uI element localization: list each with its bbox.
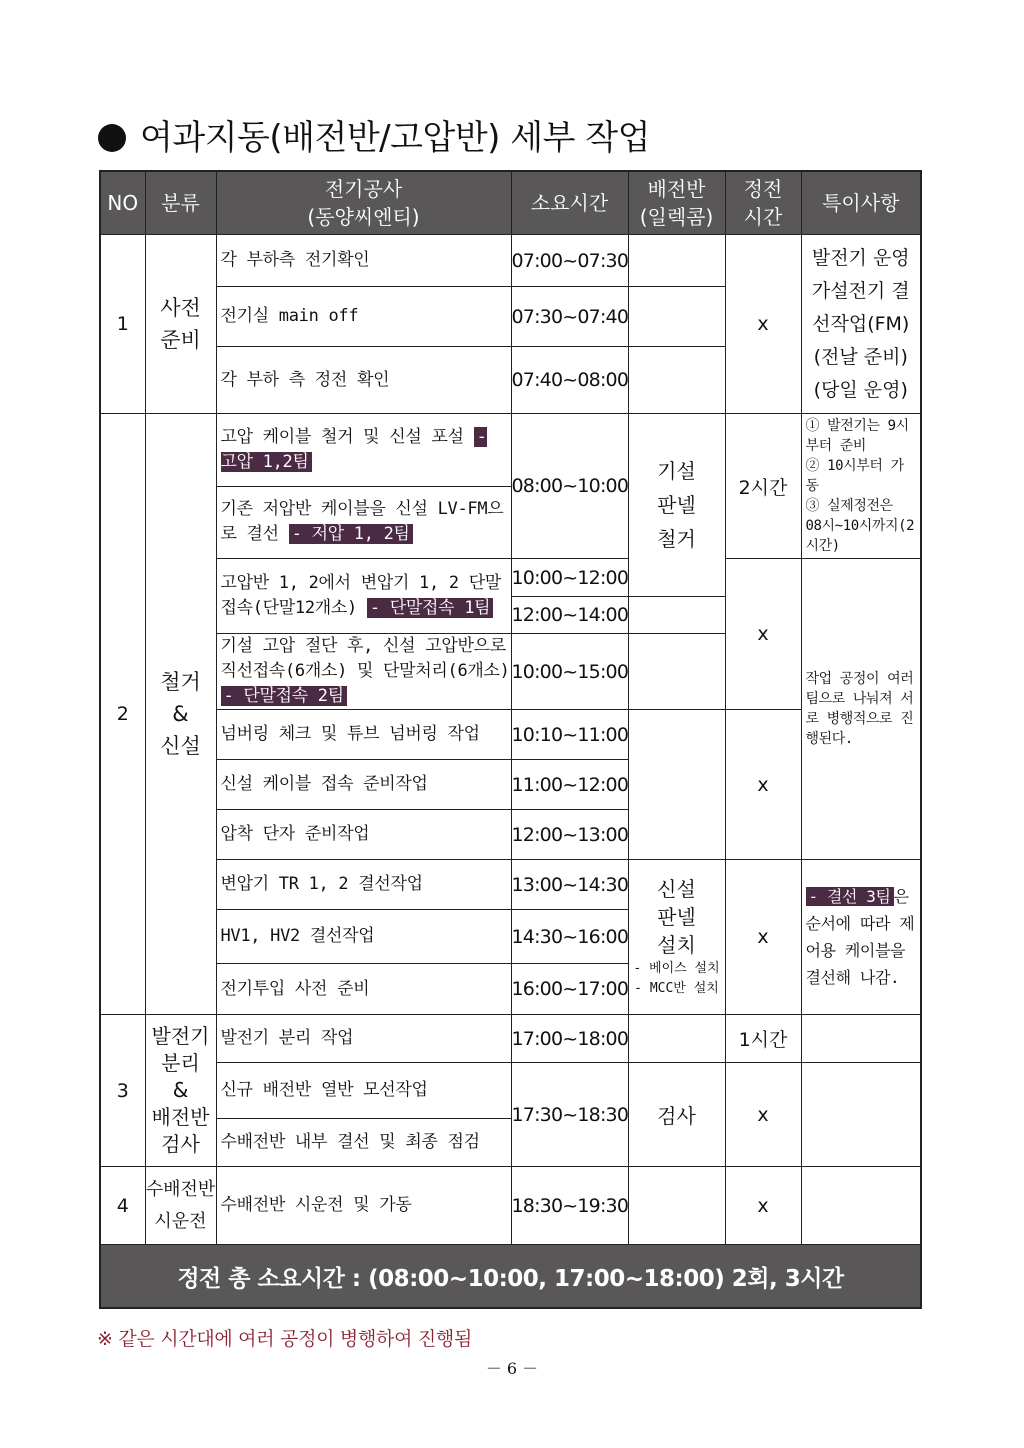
- remarks-cell: [801, 414, 921, 559]
- category-line: 검사: [161, 1132, 200, 1156]
- header-row: [100, 171, 921, 235]
- remark-text: 은 순서에 따라 제어용 케이블을 결선해 나감.: [805, 887, 915, 987]
- task-text: 기존 저압반 케이블을 신설 LV-FM으로 결선: [220, 499, 504, 545]
- task-cell: 신설 케이블 접속 준비작업: [216, 760, 511, 810]
- task-cell: 수배전반 시운전 및 가동: [216, 1167, 511, 1245]
- panel-cell: [628, 347, 725, 414]
- task-cell: [216, 486, 511, 559]
- category-line: 배전반: [151, 1105, 210, 1129]
- team-tag: - 결선 3팀: [806, 887, 894, 906]
- time-cell: 10:00~12:00: [511, 559, 628, 597]
- task-cell: 발전기 분리 작업: [216, 1015, 511, 1063]
- task-cell: 전기실 main off: [216, 287, 511, 347]
- outage-cell: 1시간: [725, 1015, 801, 1063]
- table-row: [100, 1063, 921, 1119]
- category-line: 시운전: [154, 1210, 207, 1232]
- panel-line: 기설: [657, 459, 696, 483]
- header-panel-line2: (일렉콤): [639, 205, 714, 229]
- panel-cell: [628, 287, 725, 347]
- header-duration: 소요시간: [511, 171, 628, 235]
- time-cell: 10:00~15:00: [511, 634, 628, 710]
- panel-line: 판넬: [657, 493, 696, 517]
- panel-sub-line: - MCC반 설치: [634, 981, 719, 996]
- panel-cell: [628, 710, 725, 860]
- time-cell: 10:10~11:00: [511, 710, 628, 760]
- time-cell: 07:00~07:30: [511, 235, 628, 287]
- panel-install-cell: [628, 860, 725, 1015]
- remarks-cell: 작업 공정이 여러 팀으로 나눠져 서로 병행적으로 진행된다.: [801, 559, 921, 860]
- time-cell: 16:00~17:00: [511, 964, 628, 1015]
- task-text: 고압 케이블 철거 및 신설 포설: [220, 426, 474, 447]
- page-number: － 6 －: [485, 1359, 539, 1378]
- group-category: [145, 1015, 216, 1167]
- task-cell: 신규 배전반 열반 모선작업: [216, 1063, 511, 1119]
- category-line: 분리: [161, 1051, 200, 1075]
- group-category: [145, 414, 216, 1015]
- panel-sub-line: - 베이스 설치: [633, 961, 720, 976]
- header-work-line1: 전기공사: [324, 177, 403, 201]
- time-cell: 12:00~13:00: [511, 810, 628, 860]
- outage-cell: x: [725, 1063, 801, 1167]
- time-cell: 13:00~14:30: [511, 860, 628, 910]
- panel-line: 신설: [657, 877, 696, 901]
- category-line: 사전: [160, 296, 201, 320]
- remark-line: 가설전기 결: [811, 279, 910, 302]
- work-schedule-table: [99, 170, 922, 1309]
- time-cell: 14:30~16:00: [511, 910, 628, 964]
- remark-line: (전날 준비): [813, 345, 908, 368]
- group-no: 4: [100, 1167, 145, 1245]
- table-row: [100, 1015, 921, 1063]
- remarks-cell: [801, 1063, 921, 1167]
- table-row: [100, 1167, 921, 1245]
- time-cell: 08:00~10:00: [511, 414, 628, 559]
- category-line: &: [172, 702, 189, 726]
- header-panel: [628, 171, 725, 235]
- time-cell: 07:30~07:40: [511, 287, 628, 347]
- panel-line: 설치: [657, 933, 696, 957]
- panel-remove-cell: [628, 414, 725, 597]
- time-cell: 18:30~19:30: [511, 1167, 628, 1245]
- outage-cell: 2시간: [725, 414, 801, 559]
- header-category: 분류: [145, 171, 216, 235]
- task-cell: [216, 414, 511, 487]
- panel-cell: [628, 235, 725, 287]
- category-line: 철거: [160, 670, 201, 694]
- panel-cell: [628, 597, 725, 634]
- header-no: NO: [100, 171, 145, 235]
- category-line: 발전기: [151, 1024, 210, 1048]
- outage-cell: x: [725, 710, 801, 860]
- outage-cell: x: [725, 235, 801, 414]
- team-tag: - 단말접속 2팀: [221, 686, 347, 706]
- category-line: 수배전반: [145, 1178, 216, 1200]
- total-row: [100, 1245, 921, 1309]
- total-outage-summary: 정전 총 소요시간 : (08:00~10:00, 17:00~18:00) 2회, 3시간: [100, 1245, 921, 1309]
- category-line: 신설: [160, 734, 201, 758]
- header-outage: [725, 171, 801, 235]
- task-cell: 전기투입 사전 준비: [216, 964, 511, 1015]
- remark-line: ③ 실제정전은 08시~10시까지(2시간): [805, 498, 915, 554]
- task-cell: 각 부하측 전기확인: [216, 235, 511, 287]
- panel-cell: [628, 1015, 725, 1063]
- page-title-text: 여과지동(배전반/고압반) 세부 작업: [140, 118, 650, 158]
- header-panel-line1: 배전반: [647, 177, 706, 201]
- panel-cell: [628, 634, 725, 710]
- task-cell: 각 부하 측 정전 확인: [216, 347, 511, 414]
- header-remarks: 특이사항: [801, 171, 921, 235]
- table-row: [100, 860, 921, 910]
- task-cell: 압착 단자 준비작업: [216, 810, 511, 860]
- header-outage-line1: 정전: [743, 177, 783, 201]
- task-cell: 변압기 TR 1, 2 결선작업: [216, 860, 511, 910]
- remarks-cell: [801, 235, 921, 414]
- team-tag: - 단말접속 1팀: [367, 598, 493, 618]
- outage-cell: x: [725, 559, 801, 710]
- time-cell: 17:30~18:30: [511, 1063, 628, 1167]
- remarks-cell: [801, 860, 921, 1015]
- header-outage-line2: 시간: [743, 205, 783, 229]
- task-text: 기설 고압 절단 후, 신설 고압반으로 직선접속(6개소) 및 단말처리(6개소): [220, 636, 510, 681]
- remark-line: ① 발전기는 9시부터 준비: [805, 418, 909, 454]
- task-cell: [216, 634, 511, 710]
- header-work-line2: (동양씨엔티): [307, 205, 420, 229]
- time-cell: 12:00~14:00: [511, 597, 628, 634]
- group-no: 3: [100, 1015, 145, 1167]
- panel-line: 판넬: [657, 905, 696, 929]
- panel-cell: [628, 1167, 725, 1245]
- category-line: 준비: [160, 328, 201, 352]
- remarks-cell: [801, 1167, 921, 1245]
- outage-cell: x: [725, 860, 801, 1015]
- team-tag: - 저압 1, 2팀: [289, 524, 413, 544]
- task-cell: [216, 559, 511, 634]
- page-title: [98, 112, 650, 164]
- panel-inspect-cell: 검사: [628, 1063, 725, 1167]
- table-row: [100, 235, 921, 287]
- table-row: [100, 559, 921, 597]
- remark-line: ② 10시부터 가동: [805, 458, 904, 494]
- table-row: [100, 414, 921, 487]
- table-row: [100, 710, 921, 760]
- task-cell: HV1, HV2 결선작업: [216, 910, 511, 964]
- bullet-icon: [98, 124, 126, 152]
- remark-line: 발전기 운영: [811, 246, 910, 269]
- time-cell: 07:40~08:00: [511, 347, 628, 414]
- group-no: 2: [100, 414, 145, 1015]
- task-cell: 수배전반 내부 결선 및 최종 점검: [216, 1119, 511, 1167]
- time-cell: 11:00~12:00: [511, 760, 628, 810]
- group-category: [145, 1167, 216, 1245]
- category-line: &: [172, 1078, 189, 1102]
- footnote: ※ 같은 시간대에 여러 공정이 병행하여 진행됨: [97, 1328, 473, 1350]
- time-cell: 17:00~18:00: [511, 1015, 628, 1063]
- task-text: 고압반 1, 2에서 변압기 1, 2 단말접속(단말12개소): [220, 573, 501, 618]
- remarks-cell: [801, 1015, 921, 1063]
- header-work: [216, 171, 511, 235]
- task-cell: 넘버링 체크 및 튜브 넘버링 작업: [216, 710, 511, 760]
- outage-cell: x: [725, 1167, 801, 1245]
- group-no: 1: [100, 235, 145, 414]
- remark-line: 선작업(FM): [812, 312, 910, 335]
- group-category: [145, 235, 216, 414]
- team-tag: - 고압 1,2팀: [220, 426, 487, 472]
- remark-line: (당일 운영): [813, 378, 908, 401]
- panel-line: 철거: [657, 527, 696, 551]
